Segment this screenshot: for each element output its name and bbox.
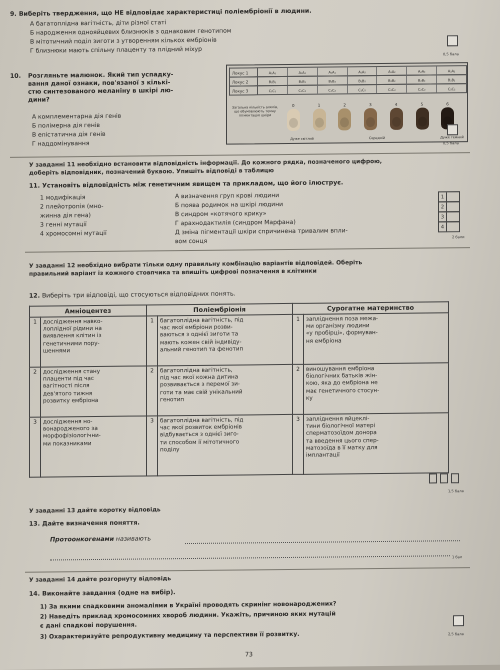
cell-number: 3 [30,417,41,477]
face-portrait [416,108,429,130]
cell-text: дослідження стану плаценти під час вагітності після дев'ятого тижня розвитку ембріона [41,366,147,417]
face-portrait [338,108,351,130]
q14-item-1: 1) За якими спадковими аномаліями в Україні проводять скринінг новонароджених? [40,600,337,611]
q9-answer-box[interactable] [447,35,458,46]
instruction-12-line2: правильний варіант із кожного стовпчика та впишіть цифрові позначення в клітинки [29,268,317,278]
q13-answer-line-1[interactable] [185,540,460,544]
cell-number: 1 [30,317,41,367]
q13-title: 13. Дайте визначення поняття. [29,519,140,528]
q9-option-a: А багатоплідна вагітність, діти різної статі [30,19,167,28]
q10-answer-box[interactable] [447,124,458,135]
instruction-14: У завданні 14 дайте розгорнуту відповідь [29,576,172,584]
q10-score: 0,5 бала [443,141,459,146]
q12-answer-box-2[interactable] [440,473,448,483]
genotype-cell: B₁B₁ [287,77,317,85]
genotype-cell: A₁A₂ [376,67,406,75]
genotype-cell: A₁A₂ [347,67,377,75]
divider [25,567,470,573]
q11-left-1: 1 модифікація [40,194,86,202]
q14-item-3: 3) Охарактеризуйте репродуктивну медицину та перспективи її розвитку. [40,630,300,641]
genotype-cell: B₂B₂ [436,75,466,83]
allele-count: 4 [394,101,398,107]
q11-right-e: Д зміна пігментації шкіри спричинена тривалим впли- [175,227,348,237]
q14-title: 14. Виконайте завдання (одне на вибір). [29,589,176,598]
allele-count: 0 [292,102,295,108]
divider [25,247,470,253]
genotype-cell: C₂C₂ [436,84,466,92]
q9-option-c: В мітотичний поділ зиготи з утворенням кількох ембріонів [30,36,217,46]
genotype-cell: A₁A₁ [268,71,277,76]
q13-prompt: Протоонкогенами називають [50,535,151,544]
genotype-cell: C₂C₂ [406,84,436,92]
q13-score: 1 бал [452,555,463,560]
q11-answer-cell-2[interactable]: 2 [438,201,460,212]
q10-option-d: Г наддомінування [32,140,90,148]
skin-pigmentation-figure [226,62,468,145]
q10-text-2: вання даної ознаки, пов'язаної з кількі- [28,79,171,88]
genotype-cell: A₂A₂ [406,66,436,74]
cell-number: 1 [293,314,304,364]
allele-count: 3 [369,102,372,108]
genotype-cell: C₂C₂ [347,85,377,93]
table-row [30,363,449,417]
q14-item-2b: є дані спадкові порушення. [40,621,137,630]
divider [10,152,470,158]
instruction-11-line1: У завданні 11 необхідно встановити відповідність інформації. До кожного рядка, позначеного цифрою, [29,158,382,169]
q11-left-4: 4 хромосомні мутації [40,229,107,238]
figure-side-caption: Загальна кількість алелів, що обумовлюють темну пігментацію шкіри [232,105,278,118]
allele-count: 1 [317,102,321,108]
instruction-13: У завданні 13 дайте коротку відповідь [29,507,161,515]
allele-count: 2 [343,102,346,108]
q12-score: 1,5 бала [448,489,464,494]
q11-right-a: А визначення груп крові людини [175,192,280,201]
cell-text: багатоплідна вагітність, під час якої розвиток ембріонів відбувається з однієї зиго- ти способом ії мітотичного поділу [158,414,293,475]
cell-number: 3 [147,416,158,476]
q12-header-amniocentesis: Амніоцентез [30,305,147,317]
genotype-cell: C₂C₂ [376,85,406,93]
q14-item-2: 2) Наведіть приклад хромосомних хвороб людини. Укажіть, причиною яких мутацій [40,610,336,621]
q11-score: 2 бали [452,235,465,240]
q14-answer-box[interactable] [453,615,464,626]
genotype-cell: A₁A₁ [287,68,317,76]
genotype-cell: B₁B₂ [317,76,347,84]
q11-right-c: В синдром «котячого крику» [175,210,267,219]
cell-text: дослідження навко- лоплідної рідини на виявлення клітин із генетичними пору- шеннями [41,316,147,367]
q11-answer-cell-1[interactable]: 1 [438,191,460,202]
cell-number: 2 [30,367,41,417]
q10-text-3: стю синтезованого меланіну в шкірі лю- [28,87,174,96]
cell-text: запліднення поза межа- ми організму людини «у пробірці», формуван- ня ембріона [304,313,449,365]
cell-number: 3 [293,414,304,474]
face-portrait [287,109,300,131]
q10-option-b: Б полімерна дія генів [32,121,100,130]
pigmentation-caption: Дуже темний [440,135,464,140]
genotype-cell: C₁C₁ [268,89,277,94]
q12-header-polyembryony: Поліембріонія [147,303,293,316]
allele-count: 5 [420,101,424,107]
cell-number: 2 [147,366,158,416]
locus-label: Локус 2 [229,76,257,86]
q12-answer-box-3[interactable] [451,473,459,483]
genotype-cell: B₂B₂ [406,75,436,83]
q13-answer-line-2[interactable] [50,555,450,560]
q11-right-e2: вом сонця [175,237,208,246]
genotype-cell: C₁C₂ [287,86,317,94]
cell-text: багатоплідна вагітність, під час якої кожна дитина розвивається з перемої зи- готи та має свій унікальний генотип [158,364,293,415]
genotype-cell: A₁A₁ [317,67,347,75]
q11-left-3: 3 генні мутації [40,221,87,229]
cell-number: 2 [293,364,304,414]
table-row [30,313,449,367]
face-portrait [313,109,326,131]
q9-option-d: Г близнюки мають спільну плаценту та плідний міхур [30,45,202,55]
q10-option-a: А комплементарна дія генів [32,112,122,121]
q10-text-4: дини? [28,96,50,104]
face-portrait [390,108,403,130]
q11-answer-cell-3[interactable]: 3 [438,211,460,222]
q12-title: 12. Виберіть три відповіді, що стосуються відповідних понять. [29,290,236,300]
genotype-cell: B₂B₂ [376,76,406,84]
q9-score: 0,5 бала [443,52,459,57]
q9-option-b: Б народження однояйцевих близнюків з однаковим генотипом [30,27,232,37]
face-portrait [364,108,377,130]
pigmentation-caption: Дуже світлий [290,136,314,141]
genotype-cell: A₂A₂ [436,66,466,74]
q11-right-b: Б поява родимок на шкірі людини [175,201,284,210]
cell-number: 1 [147,316,158,366]
q11-right-d: Г арахнодактилія (синдром Марфана) [175,218,296,228]
q12-table [29,301,449,477]
q10-text-1: Розгляньте малюнок. Який тип успадку- [28,71,174,80]
table-row [30,413,449,477]
page-number: 73 [245,651,253,659]
locus-label: Локус 3 [229,85,257,95]
q12-header-surrogacy: Сурогатне материнство [293,302,449,315]
genotype-cell: B₁B₁ [268,80,277,85]
genotype-cell: C₁C₂ [317,85,347,93]
q11-title: 11. Установіть відповідність між генетичним явищем та прикладом, що його ілюструє. [29,179,344,190]
q11-left-2b: жинна дія гена) [40,212,91,220]
cell-text: виношування ембріона біологічних батьків жін- кою, яка до ембріона не має генетичного стосун- ку [304,363,449,415]
cell-text: багатоплідна вагітність, під час якої ембріони розви- ваються з однієї зиготи та мають кожен свій індивіду- альний генотип та фенотип [158,314,293,365]
q12-answer-box-1[interactable] [429,473,437,483]
cell-text: дослідження но- вонародженого за морфофізіологічни- ми показниками [41,416,147,477]
q9-title: 9. Виберіть твердження, що НЕ відповідає характеристиці поліембріонії в людини. [10,7,312,18]
locus-label: Локус 1 [229,67,257,77]
genotype-cell: B₁B₂ [347,76,377,84]
instruction-12-line1: У завданні 12 необхідно вибрати тільки одну правильну комбінацію варіантів відповідей. Оберіть [29,260,363,270]
cell-text: запліднення яйцеклі- тини біологічної матері сперматозоїдом донора та введення цього спер- матозоїда в її матку для імплантації [304,413,449,475]
q14-score: 2,5 бала [448,632,464,637]
q10-option-c: В епістатична дія генів [32,130,106,139]
q11-left-2: 2 плейотропія (мно- [40,202,104,211]
q11-answer-cell-4[interactable]: 4 [438,221,460,232]
instruction-11-line2: доберіть відповідник, позначений буквою. Упишіть відповіді в таблицю [29,168,274,177]
q10-number: 10. [10,72,21,80]
allele-count: 6 [446,101,449,107]
pigmentation-caption: Середній [369,135,385,141]
